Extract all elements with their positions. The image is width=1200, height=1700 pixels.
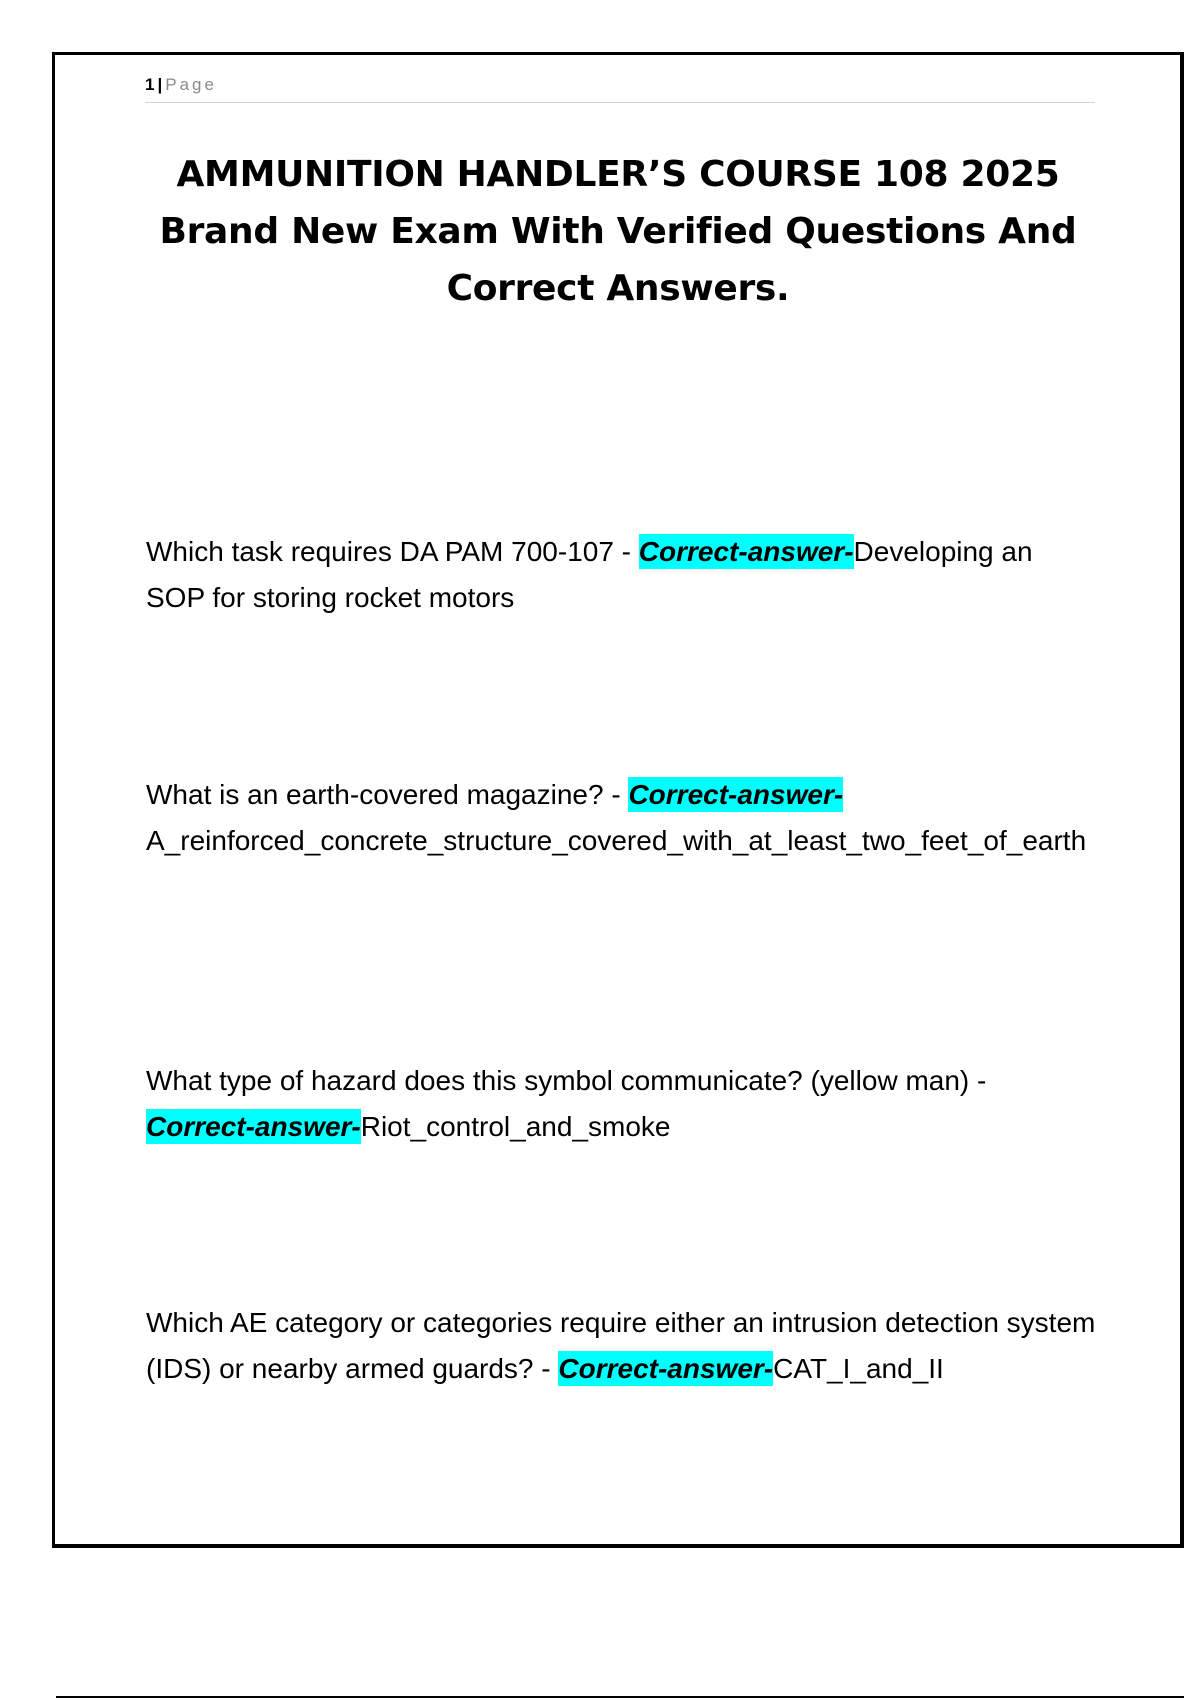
question-text: What is an earth-covered magazine? - [146, 779, 629, 810]
page-label: Page [165, 75, 217, 94]
title-line-3: Correct Answers. [446, 268, 790, 309]
question-text: Which task requires DA PAM 700-107 - [146, 536, 639, 567]
page-separator: | [157, 75, 163, 94]
qa-item [146, 1300, 1096, 1392]
correct-answer-label: Correct-answer- [558, 1353, 774, 1384]
question-text: What type of hazard does this symbol communicate? (yellow man) - [146, 1065, 987, 1096]
correct-answer-label: Correct-answer- [146, 1111, 361, 1142]
answer-text: A_reinforced_concrete_structure_covered_with_at_least_two_feet_of_earth [146, 825, 1087, 856]
answer-text: Riot_control_and_smoke [360, 1111, 671, 1142]
qa-item [146, 1058, 1096, 1150]
question-text: Which AE category or categories require either an intrusion detection system (IDS) or nearby armed guards? - [146, 1307, 1096, 1384]
title-line-2: Brand New Exam With Verified Questions And [159, 211, 1077, 252]
correct-answer-label: Correct-answer- [628, 779, 844, 810]
page-header [145, 74, 1095, 103]
answer-text: Developing an SOP for storing rocket motors [146, 536, 1033, 613]
page-number: 1 [145, 75, 155, 94]
qa-item [146, 772, 1096, 864]
document-title [130, 146, 1106, 317]
title-line-1: AMMUNITION HANDLER’S COURSE 108 2025 [176, 154, 1060, 195]
bottom-rule [56, 1696, 1184, 1698]
correct-answer-label: Correct-answer- [638, 536, 854, 567]
answer-text: CAT_I_and_II [773, 1353, 944, 1384]
qa-item [146, 529, 1096, 621]
